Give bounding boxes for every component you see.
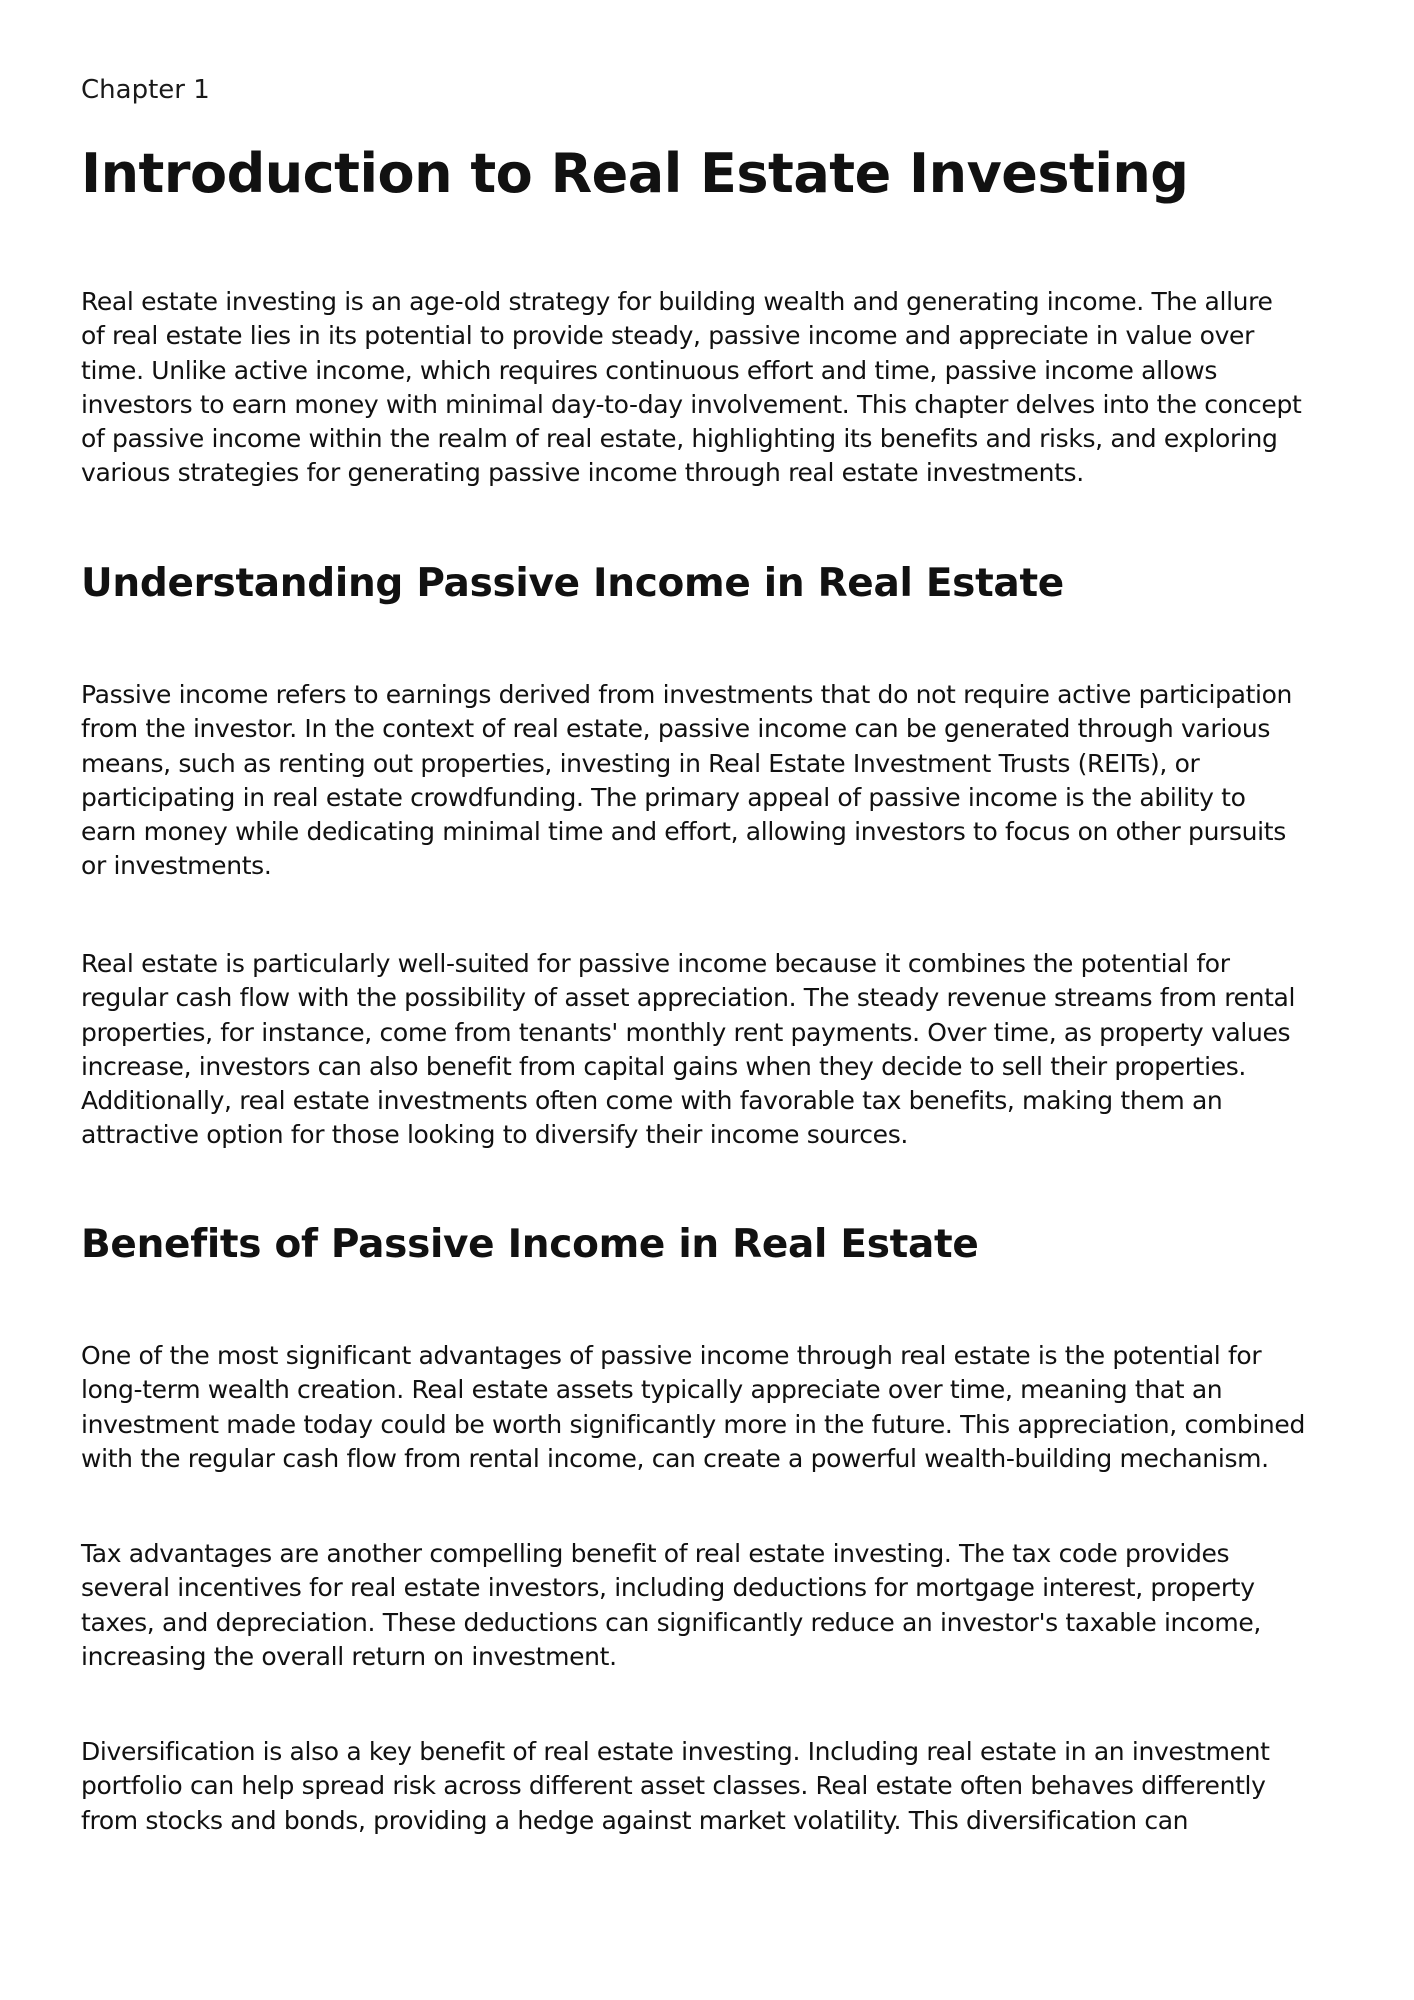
text-line: investment made today could be worth significantly more in the future. This appreciation, combined [81,1409,1305,1439]
text-line: One of the most significant advantages of passive income through real estate is the potential for [81,1341,1262,1370]
benefits-paragraph-2 [81,1537,1261,1674]
text-line: Passive income refers to earnings derived from investments that do not require active participation [81,680,1293,709]
text-line: Additionally, real estate investments often come with favorable tax benefits, making them an [81,1086,1223,1116]
text-line: Diversification is also a key benefit of real estate investing. Including real estate in an investment [81,1737,1270,1766]
text-line: investors to earn money with minimal day-to-day involvement. This chapter delves into the concept [81,389,1302,419]
understanding-paragraph-2 [81,947,1295,1153]
text-line: Real estate is particularly well-suited for passive income because it combines the potential for [81,949,1230,978]
text-line: taxes, and depreciation. These deductions can significantly reduce an investor's taxable income, [81,1607,1262,1637]
section-heading-benefits: Benefits of Passive Income in Real Estate [81,1222,979,1267]
text-line: properties, for instance, come from tenants' monthly rent payments. Over time, as property values [81,1017,1291,1047]
text-line: increase, investors can also benefit from capital gains when they decide to sell their properties. [81,1051,1247,1081]
chapter-title: Introduction to Real Estate Investing [81,142,1189,205]
text-line: Real estate investing is an age-old strategy for building wealth and generating income. The allure [81,287,1273,316]
understanding-paragraph-1 [81,678,1292,884]
text-line: time. Unlike active income, which requires continuous effort and time, passive income allows [81,355,1218,385]
text-line: increasing the overall return on investment. [81,1641,617,1671]
text-line: Tax advantages are another compelling benefit of real estate investing. The tax code provides [81,1539,1230,1568]
text-line: several incentives for real estate investors, including deductions for mortgage interest, property [81,1573,1255,1603]
text-line: with the regular cash flow from rental income, can create a powerful wealth-building mechanism. [81,1443,1269,1473]
section-heading-understanding: Understanding Passive Income in Real Estate [81,561,1064,606]
chapter-label: Chapter 1 [81,75,210,105]
benefits-paragraph-3 [81,1735,1270,1838]
text-line: earn money while dedicating minimal time and effort, allowing investors to focus on other pursuits [81,817,1286,847]
text-line: means, such as renting out properties, investing in Real Estate Investment Trusts (REITs), or [81,748,1200,778]
text-line: of passive income within the realm of real estate, highlighting its benefits and risks, and exploring [81,424,1278,454]
intro-paragraph [81,285,1301,491]
benefits-paragraph-1 [81,1339,1305,1476]
text-line: or investments. [81,851,272,881]
text-line: various strategies for generating passive income through real estate investments. [81,458,1084,488]
text-line: portfolio can help spread risk across different asset classes. Real estate often behaves differently [81,1771,1266,1801]
text-line: from the investor. In the context of real estate, passive income can be generated through various [81,714,1271,744]
text-line: attractive option for those looking to diversify their income sources. [81,1120,908,1150]
text-line: long-term wealth creation. Real estate assets typically appreciate over time, meaning that an [81,1375,1223,1405]
text-line: of real estate lies in its potential to provide steady, passive income and appreciate in value over [81,321,1255,351]
text-line: participating in real estate crowdfunding. The primary appeal of passive income is the ability to [81,782,1246,812]
text-line: regular cash flow with the possibility of asset appreciation. The steady revenue streams from rental [81,983,1296,1013]
text-line: from stocks and bonds, providing a hedge against market volatility. This diversification can [81,1805,1189,1835]
